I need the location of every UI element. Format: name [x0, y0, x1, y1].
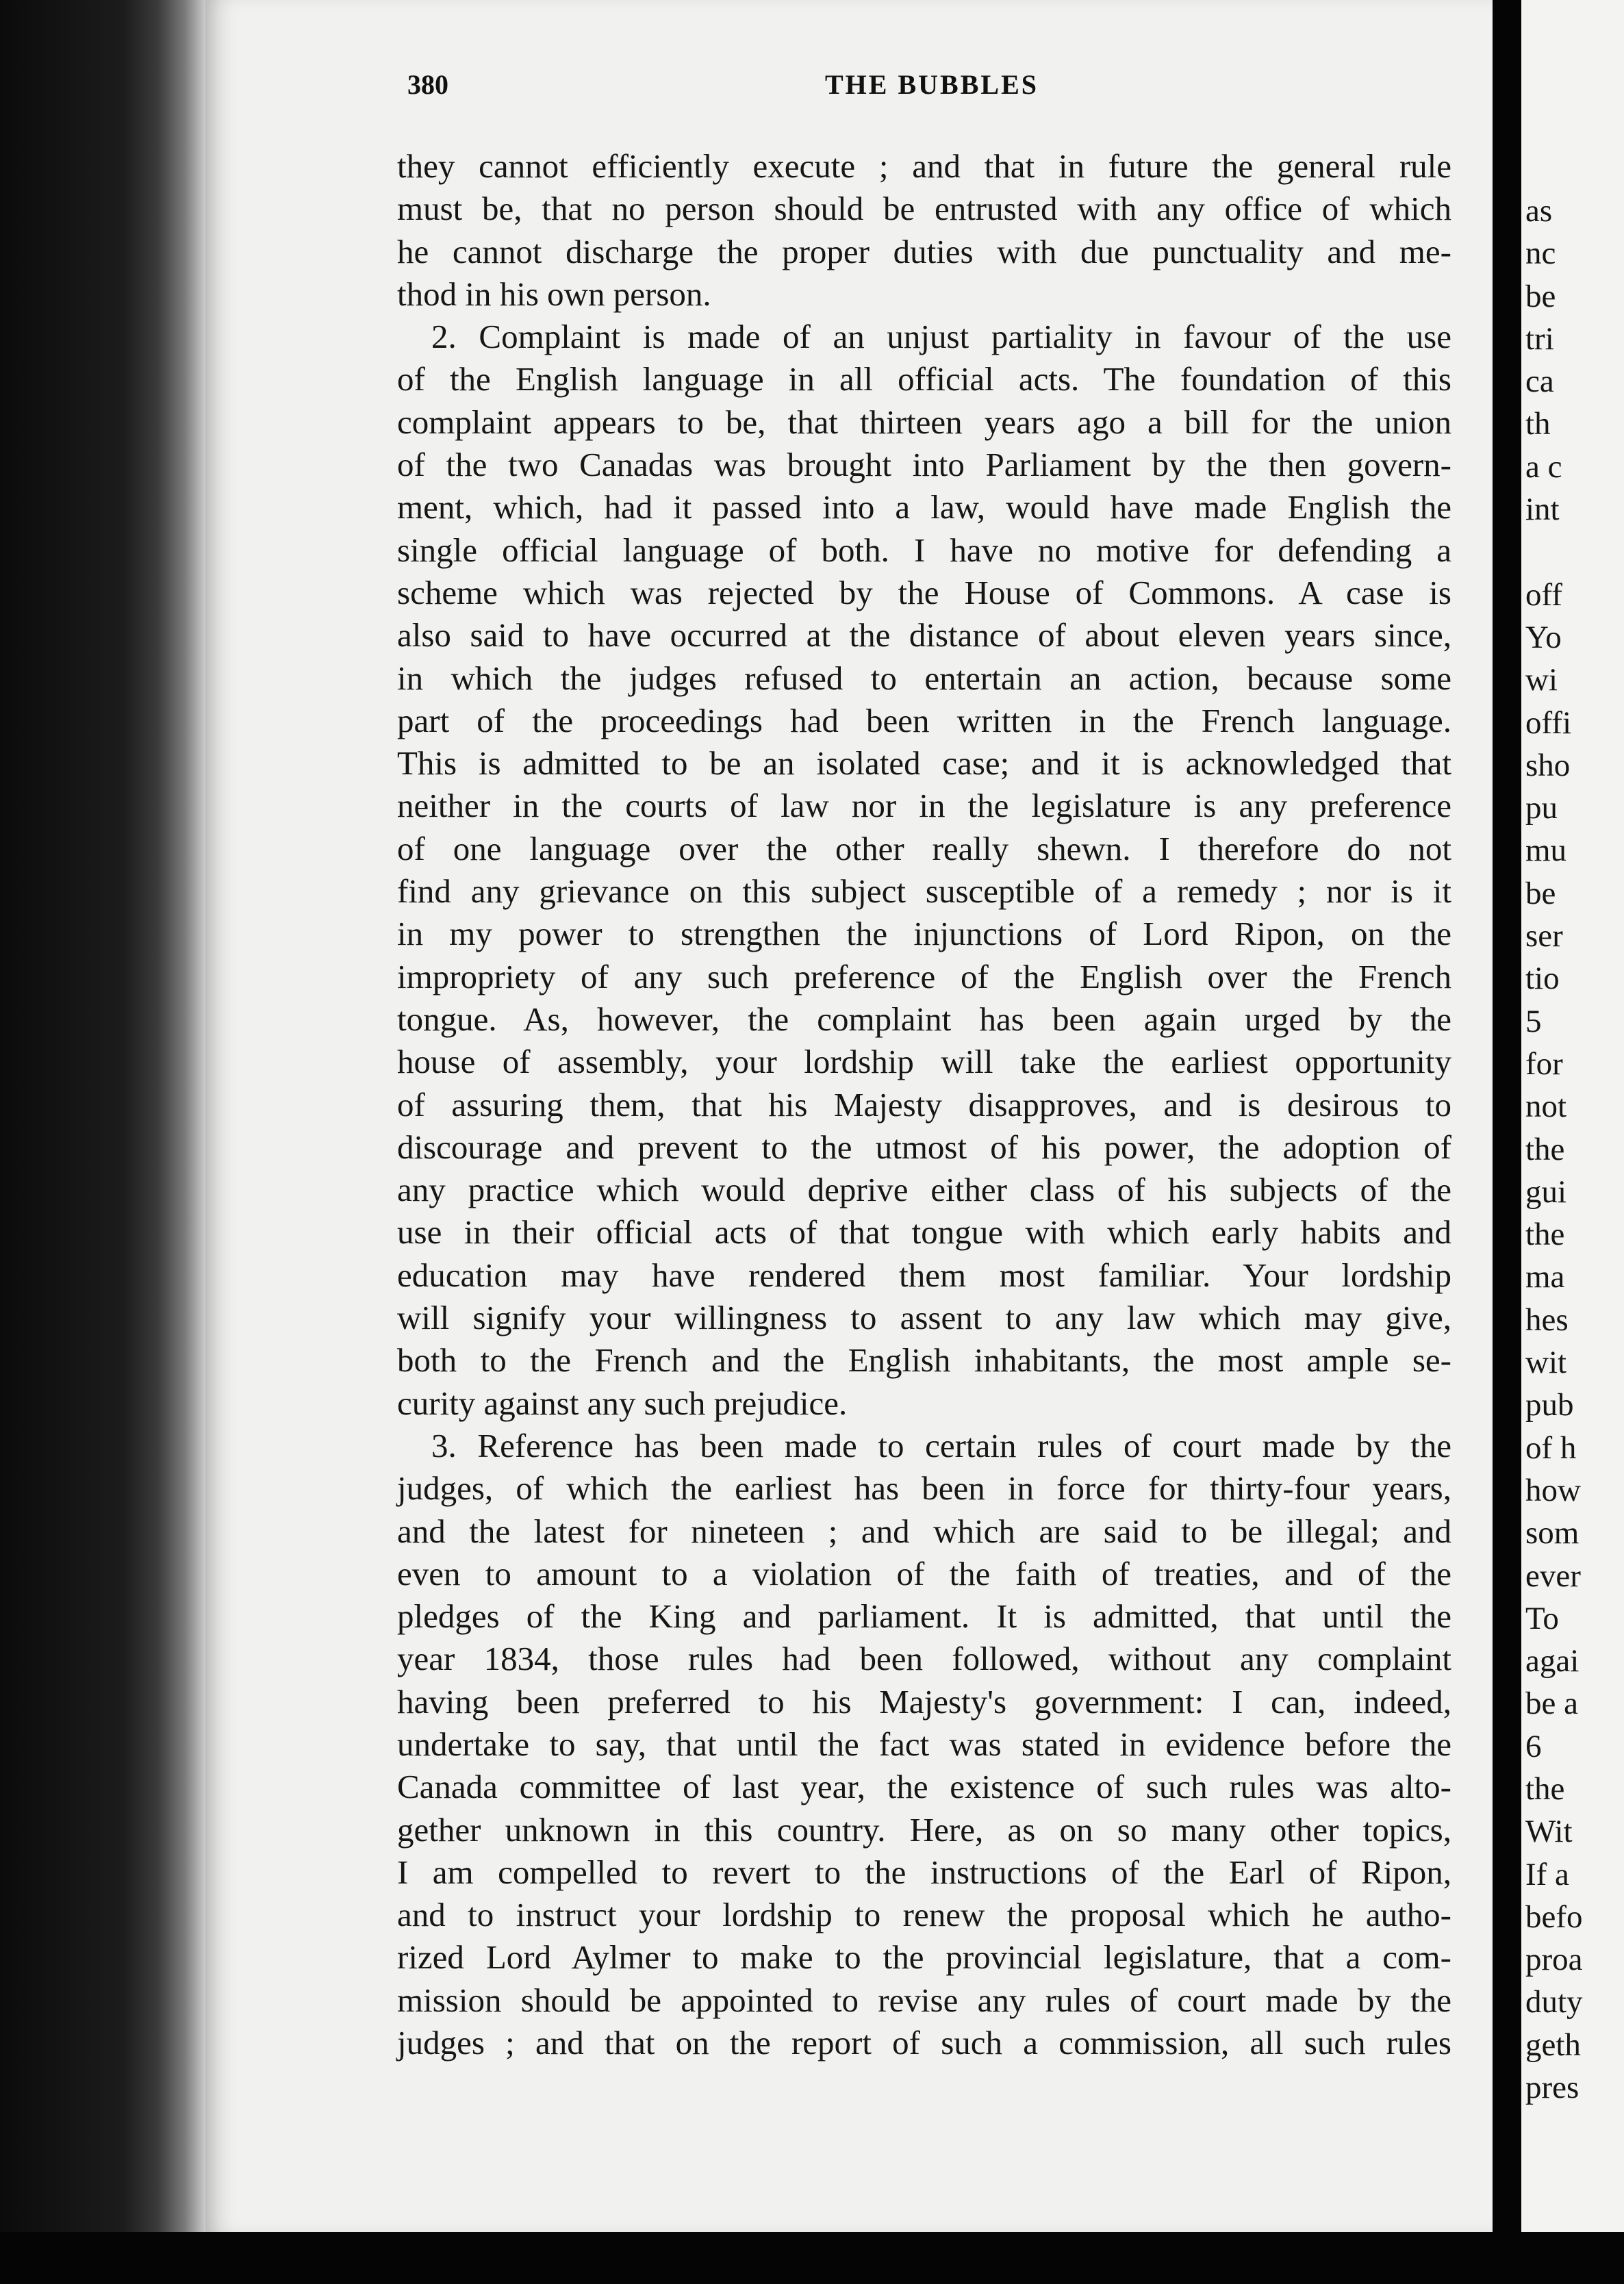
text-line: tongue. As, however, the complaint has been again urged by the	[397, 1000, 1451, 1038]
running-title: THE BUBBLES	[825, 69, 1039, 100]
facing-page-fragment: To	[1525, 1600, 1559, 1636]
text-line: and to instruct your lordship to renew the proposal which he autho-	[397, 1896, 1451, 1934]
text-line: in which the judges refused to entertain an action, because some	[397, 659, 1451, 697]
text-line: of the two Canadas was brought into Parliament by the then govern-	[397, 446, 1451, 484]
facing-page-fragment: befo	[1525, 1899, 1583, 1935]
facing-page-fragment: sho	[1525, 747, 1571, 783]
page-number: 380	[407, 69, 448, 100]
facing-page-fragment: If a	[1525, 1856, 1569, 1892]
facing-page-fragment: be a	[1525, 1686, 1578, 1722]
text-line: I am compelled to revert to the instructions of the Earl of Ripon,	[397, 1853, 1451, 1891]
text-line: scheme which was rejected by the House of Commons. A case is	[397, 573, 1451, 611]
facing-page-fragment: the	[1525, 1217, 1565, 1253]
facing-page-fragment: proa	[1525, 1942, 1583, 1978]
facing-page-fragment: geth	[1525, 2027, 1581, 2063]
text-line: complaint appears to be, that thirteen years ago a bill for the union	[397, 403, 1451, 441]
facing-page-fragment: be	[1525, 278, 1556, 314]
facing-page-fragment: pub	[1525, 1387, 1574, 1423]
text-line: impropriety of any such preference of the English over the French	[397, 957, 1451, 995]
left-page-edge	[0, 0, 212, 2284]
text-line: and the latest for nineteen ; and which are said to be illegal; and	[397, 1512, 1451, 1550]
facing-page-fragment: som	[1525, 1515, 1579, 1551]
facing-page-fragment: of h	[1525, 1430, 1577, 1466]
facing-page-fragment: for	[1525, 1045, 1563, 1082]
text-line: both to the French and the English inhabitants, the most ample se-	[397, 1341, 1451, 1380]
facing-page-fragment: Wit	[1525, 1814, 1573, 1850]
text-line: ment, which, had it passed into a law, would have made English the	[397, 488, 1451, 526]
facing-page-fragment: 6	[1525, 1728, 1542, 1764]
text-line: of one language over the other really shewn. I therefore do not	[397, 829, 1451, 867]
facing-page-fragment: nc	[1525, 236, 1556, 272]
facing-page-fragment: how	[1525, 1472, 1581, 1508]
text-line: gether unknown in this country. Here, as on so many other topics,	[397, 1810, 1451, 1849]
facing-page-fragment	[1521, 531, 1624, 573]
facing-page-fragment: a c	[1525, 448, 1562, 485]
text-line: also said to have occurred at the distance of about eleven years since,	[397, 616, 1451, 655]
text-line: must be, that no person should be entrusted with any office of which	[397, 190, 1451, 228]
facing-page-fragment: wit	[1525, 1345, 1567, 1381]
text-line: judges ; and that on the report of such a commission, all such rules	[397, 2024, 1451, 2062]
facing-page-fragment: int	[1525, 492, 1560, 528]
facing-page-fragment: wi	[1525, 662, 1558, 698]
facing-page-fragment: 5	[1525, 1003, 1542, 1039]
facing-page-fragment: duty	[1525, 1984, 1583, 2020]
text-line: neither in the courts of law nor in the legislature is any preference	[397, 787, 1451, 825]
facing-page-fragment: th	[1525, 406, 1551, 442]
scan-bottom-border	[0, 2232, 1624, 2284]
facing-page-fragment: gui	[1525, 1173, 1567, 1210]
text-line: having been preferred to his Majesty's government: I can, indeed,	[397, 1682, 1451, 1721]
facing-page-fragment: tri	[1525, 320, 1554, 357]
facing-page-fragment: pres	[1525, 2070, 1579, 2106]
text-line: Canada committee of last year, the existence of such rules was alto-	[397, 1768, 1451, 1806]
facing-page-fragment: ca	[1525, 364, 1554, 400]
text-line: education may have rendered them most familiar. Your lordship	[397, 1256, 1451, 1294]
facing-page-fragment: agai	[1525, 1643, 1579, 1679]
text-line: curity against any such prejudice.	[397, 1384, 848, 1422]
facing-page-fragment: ser	[1525, 918, 1563, 954]
text-line: of the English language in all official acts. The foundation of this	[397, 360, 1451, 398]
facing-page-fragment: pu	[1525, 790, 1558, 826]
text-line: any practice which would deprive either class of his subjects of the	[397, 1171, 1451, 1209]
text-line: single official language of both. I have no motive for defending a	[397, 531, 1451, 569]
facing-page-fragment: ma	[1525, 1259, 1565, 1295]
text-line: undertake to say, that until the fact was stated in evidence before the	[397, 1725, 1451, 1763]
text-line: in my power to strengthen the injunctions of Lord Ripon, on the	[397, 915, 1451, 953]
text-line: 3. Reference has been made to certain rules of court made by the	[431, 1426, 1451, 1464]
text-line: use in their official acts of that tongue with which early habits and	[397, 1213, 1451, 1252]
facing-page-fragment: hes	[1525, 1302, 1569, 1338]
facing-page-fragment: as	[1525, 193, 1553, 229]
facing-page-fragment: be	[1525, 875, 1556, 911]
facing-page-fragment: offi	[1525, 705, 1572, 741]
text-line: he cannot discharge the proper duties with due punctuality and me-	[397, 232, 1451, 270]
facing-page-edge	[1521, 0, 1624, 2232]
text-line: mission should be appointed to revise any rules of court made by the	[397, 1981, 1451, 2019]
facing-page-fragment: tio	[1525, 961, 1560, 997]
body-text	[397, 145, 1451, 2064]
text-line: rized Lord Aylmer to make to the provincial legislature, that a com-	[397, 1938, 1451, 1977]
text-line: pledges of the King and parliament. It is admitted, that until the	[397, 1597, 1451, 1636]
facing-page-fragment: not	[1525, 1089, 1567, 1125]
text-line: house of assembly, your lordship will take the earliest opportunity	[397, 1043, 1451, 1081]
text-line: will signify your willingness to assent to any law which may give,	[397, 1299, 1451, 1337]
text-line: find any grievance on this subject susceptible of a remedy ; nor is it	[397, 872, 1451, 911]
text-line: judges, of which the earliest has been in force for thirty-four years,	[397, 1469, 1451, 1508]
text-line: even to amount to a violation of the faith of treaties, and of the	[397, 1554, 1451, 1593]
text-line: year 1834, those rules had been followed, without any complaint	[397, 1640, 1451, 1678]
text-line: thod in his own person.	[397, 275, 711, 313]
text-line: of assuring them, that his Majesty disapproves, and is desirous to	[397, 1085, 1451, 1124]
text-line: This is admitted to be an isolated case; and it is acknowledged that	[397, 744, 1451, 783]
text-line: 2. Complaint is made of an unjust partiality in favour of the use	[431, 318, 1451, 356]
text-line: part of the proceedings had been written in the French language.	[397, 701, 1451, 739]
facing-page-text	[1521, 190, 1624, 2109]
running-header	[407, 68, 1503, 116]
facing-page-fragment: the	[1525, 1131, 1565, 1167]
page-gutter	[1493, 0, 1521, 2284]
text-line: they cannot efficiently execute ; and that in future the general rule	[397, 147, 1451, 185]
facing-page-fragment: the	[1525, 1771, 1565, 1807]
facing-page-fragment: off	[1525, 576, 1562, 613]
facing-page-fragment: ever	[1525, 1558, 1581, 1594]
facing-page-fragment: mu	[1525, 833, 1567, 869]
text-line: discourage and prevent to the utmost of his power, the adoption of	[397, 1128, 1451, 1166]
facing-page-fragment: Yo	[1525, 619, 1562, 655]
